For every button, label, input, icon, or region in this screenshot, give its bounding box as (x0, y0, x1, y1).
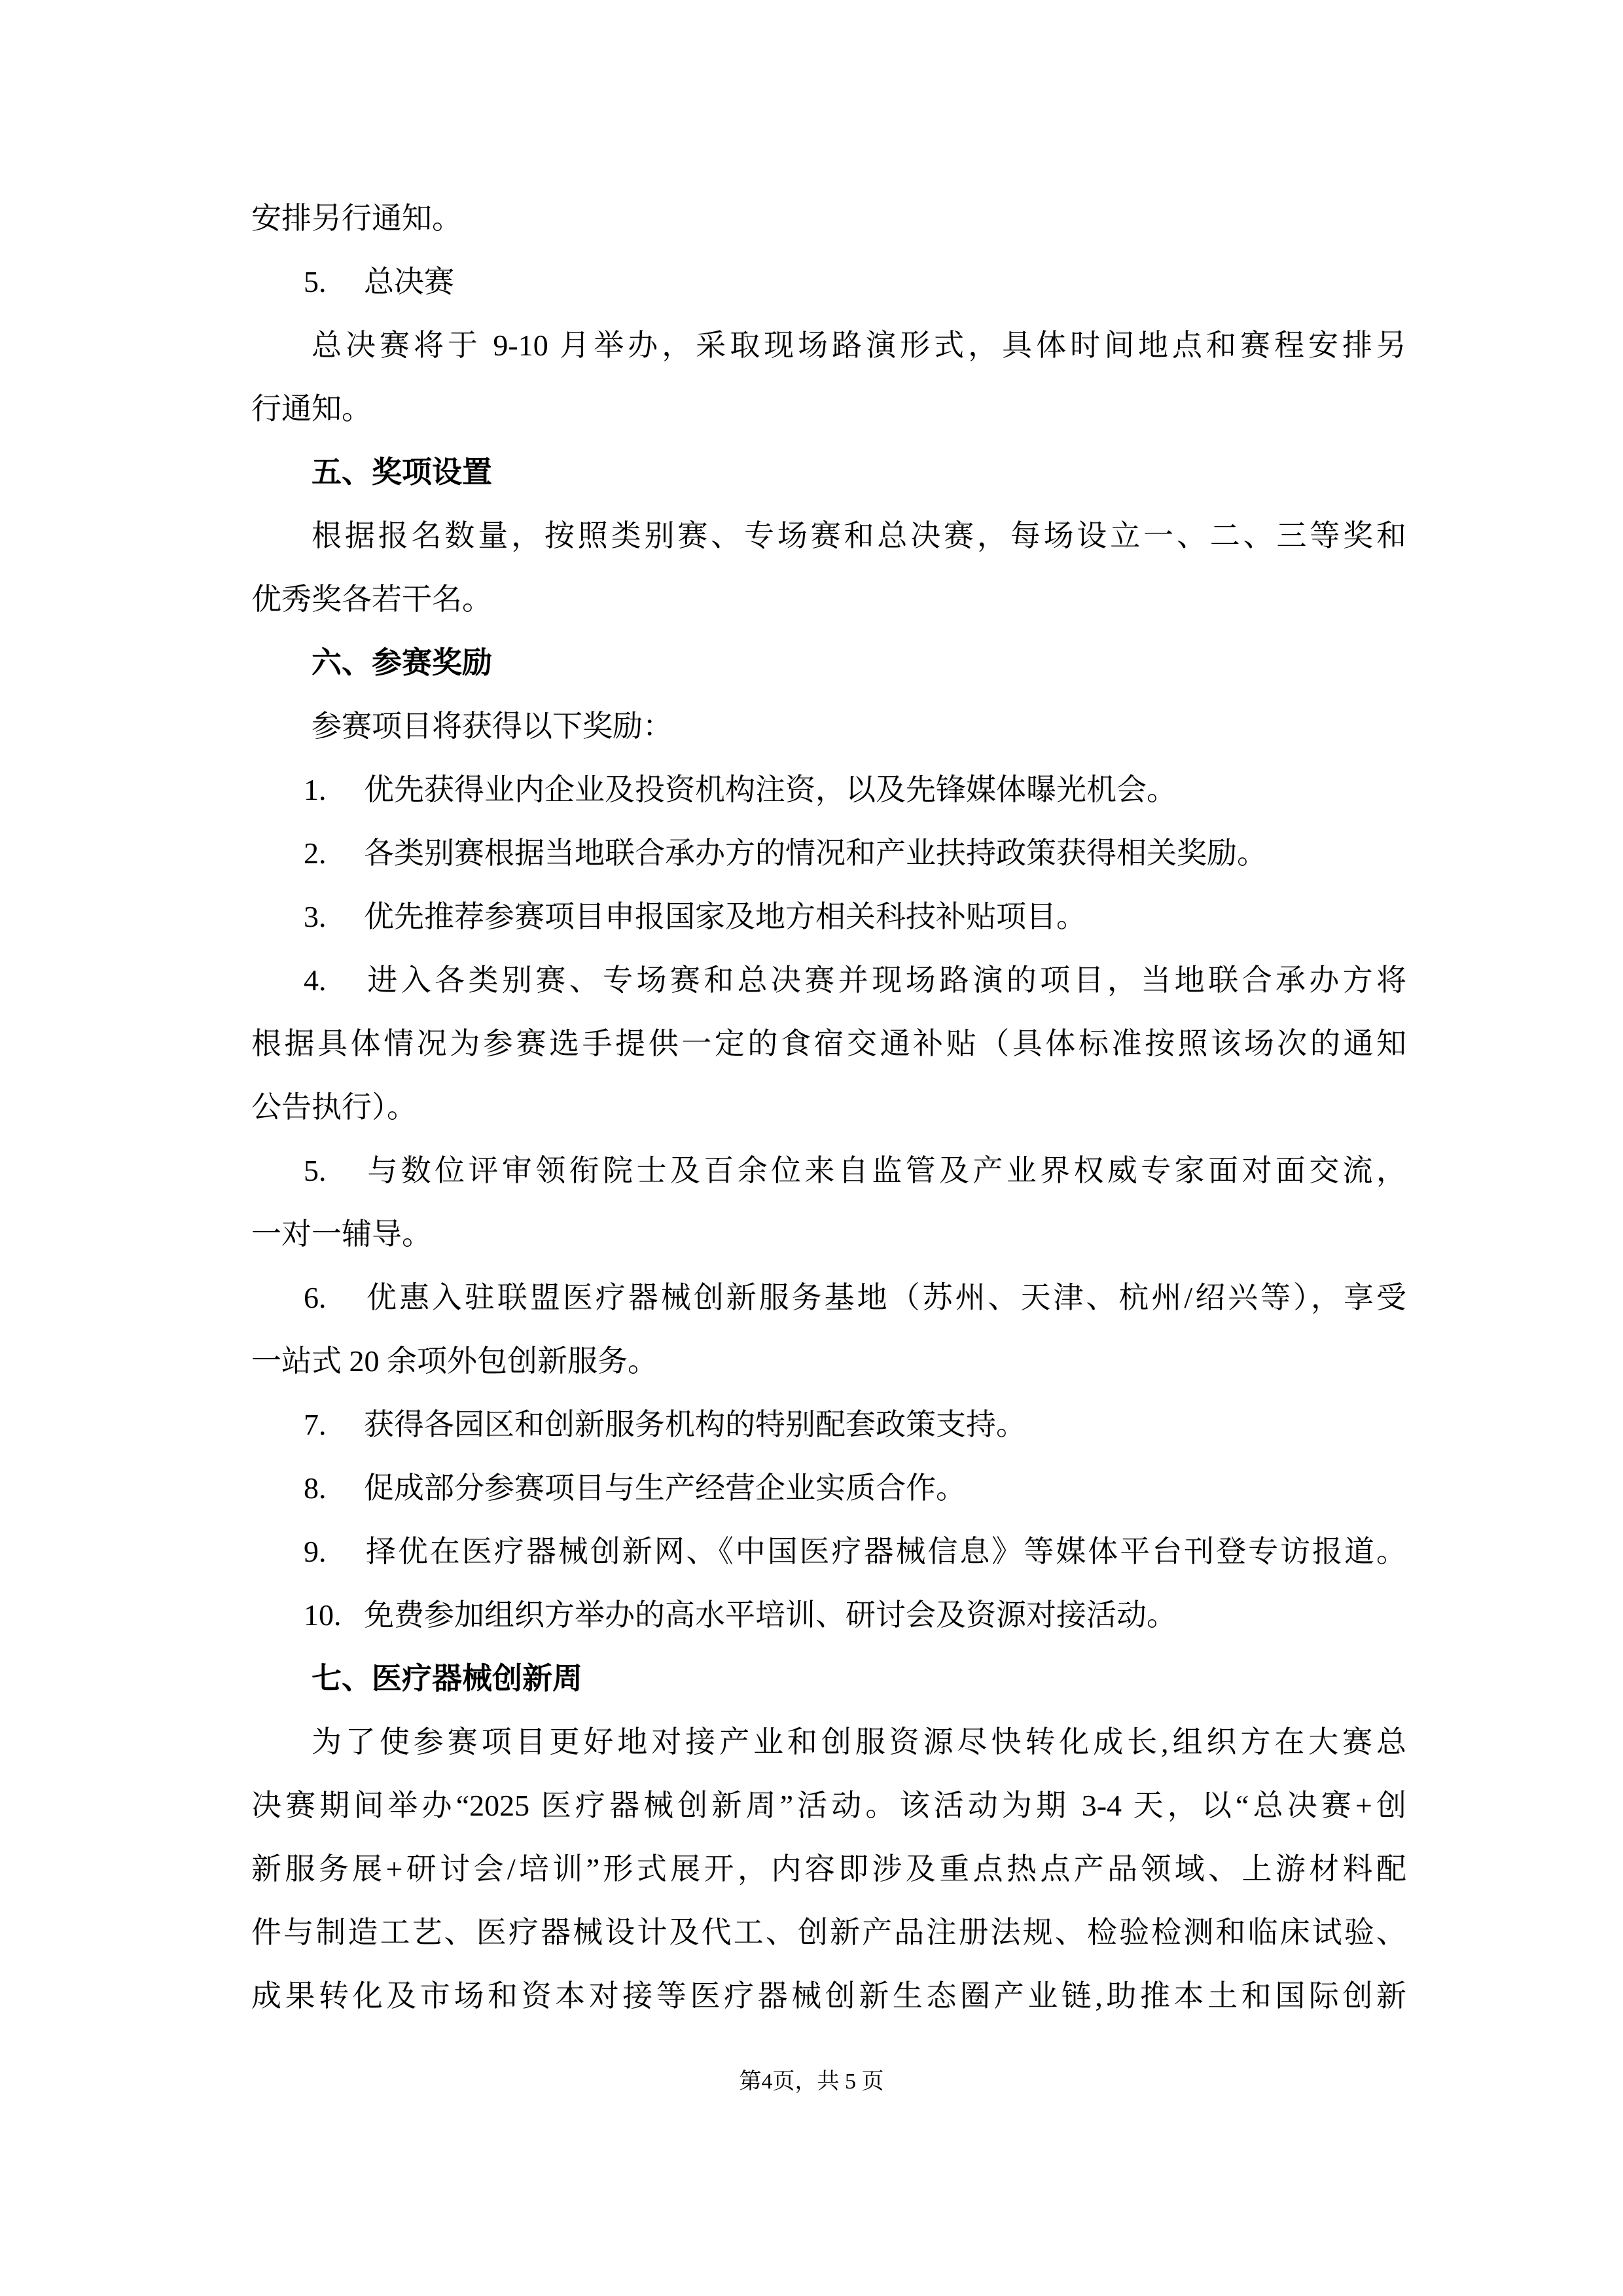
line-text: 与数位评审领衔院士及百余位来自监管及产业界权威专家面对面交流， (364, 1154, 1406, 1187)
text-line (251, 885, 1406, 948)
list-number: 2. (304, 836, 327, 870)
line-text: 优惠入驻联盟医疗器械创新服务基地（苏州、天津、杭州/绍兴等），享受 (364, 1281, 1406, 1314)
list-number: 1. (304, 773, 327, 806)
line-text: 决赛期间举办“2025 医疗器械创新周”活动。该活动为期 3-4 天，以“总决赛+创 (251, 1789, 1406, 1822)
text-line (251, 1139, 1406, 1202)
line-text: 各类别赛根据当地联合承办方的情况和产业扶持政策获得相关奖励。 (364, 836, 1267, 870)
section-heading (251, 440, 1406, 504)
text-line (251, 377, 1406, 440)
line-text: 新服务展+研讨会/培训”形式展开，内容即涉及重点热点产品领域、上游材料配 (251, 1852, 1406, 1886)
line-text: 优先推荐参赛项目申报国家及地方相关科技补贴项目。 (364, 900, 1086, 933)
list-number: 9. (304, 1535, 327, 1568)
section-heading (251, 631, 1406, 694)
list-number: 3. (304, 900, 327, 933)
list-number: 7. (304, 1408, 327, 1441)
list-number: 6. (304, 1281, 327, 1314)
text-line (251, 504, 1406, 567)
line-text: 进入各类别赛、专场赛和总决赛并现场路演的项目，当地联合承办方将 (364, 963, 1406, 997)
line-text: 获得各园区和创新服务机构的特别配套政策支持。 (364, 1408, 1026, 1441)
line-text: 为了使参赛项目更好地对接产业和创服资源尽快转化成长,组织方在大赛总 (312, 1725, 1406, 1759)
text-line (251, 1456, 1406, 1520)
text-line (251, 694, 1406, 758)
text-line (251, 948, 1406, 1012)
text-line (251, 1520, 1406, 1583)
line-text: 优秀奖各若干名。 (251, 583, 492, 616)
list-number: 5. (304, 265, 327, 298)
line-text: 一站式 20 余项外包创新服务。 (251, 1344, 658, 1378)
list-number: 5. (304, 1154, 327, 1187)
text-line (251, 314, 1406, 377)
text-line (251, 821, 1406, 885)
text-line (251, 1393, 1406, 1456)
line-text: 总决赛 (364, 265, 454, 298)
text-line (251, 1837, 1406, 1901)
text-line (251, 1964, 1406, 2028)
line-text: 总决赛将于 9-10 月举办，采取现场路演形式，具体时间地点和赛程安排另 (312, 329, 1406, 362)
text-line (251, 1774, 1406, 1837)
text-line (251, 1266, 1406, 1329)
section-heading (251, 1647, 1406, 1710)
line-text: 行通知。 (251, 392, 372, 425)
line-text: 成果转化及市场和资本对接等医疗器械创新生态圈产业链,助推本土和国际创新 (251, 1979, 1406, 2013)
line-text: 择优在医疗器械创新网、《中国医疗器械信息》等媒体平台刊登专访报道。 (364, 1535, 1406, 1568)
line-text: 参赛项目将获得以下奖励： (312, 709, 673, 743)
line-text: 五、奖项设置 (312, 456, 492, 489)
text-line (251, 1583, 1406, 1647)
text-line (251, 1202, 1406, 1266)
text-line (251, 250, 1406, 314)
list-number: 4. (304, 963, 327, 997)
line-text: 七、医疗器械创新周 (312, 1662, 582, 1695)
line-text: 公告执行）。 (251, 1090, 417, 1124)
text-line (251, 758, 1406, 821)
text-line (251, 1710, 1406, 1774)
line-text: 根据报名数量，按照类别赛、专场赛和总决赛，每场设立一、二、三等奖和 (312, 519, 1406, 552)
text-line (251, 1901, 1406, 1964)
list-number: 8. (304, 1471, 327, 1505)
line-text: 六、参赛奖励 (312, 646, 492, 679)
list-number: 10. (304, 1598, 342, 1632)
text-line (251, 187, 1406, 250)
line-text: 免费参加组织方举办的高水平培训、研讨会及资源对接活动。 (364, 1598, 1177, 1632)
line-text: 件与制造工艺、医疗器械设计及代工、创新产品注册法规、检验检测和临床试验、 (251, 1916, 1406, 1949)
text-line (251, 567, 1406, 631)
line-text: 一对一辅导。 (251, 1217, 432, 1251)
page-footer: 第4页，共 5 页 (739, 2070, 884, 2094)
text-line (251, 1075, 1406, 1139)
text-line (251, 1012, 1406, 1075)
line-text: 促成部分参赛项目与生产经营企业实质合作。 (364, 1471, 966, 1505)
line-text: 安排另行通知。 (251, 202, 462, 235)
line-text: 优先获得业内企业及投资机构注资，以及先锋媒体曝光机会。 (364, 773, 1177, 806)
text-line (251, 1329, 1406, 1393)
line-text: 根据具体情况为参赛选手提供一定的食宿交通补贴（具体标准按照该场次的通知 (251, 1027, 1406, 1060)
